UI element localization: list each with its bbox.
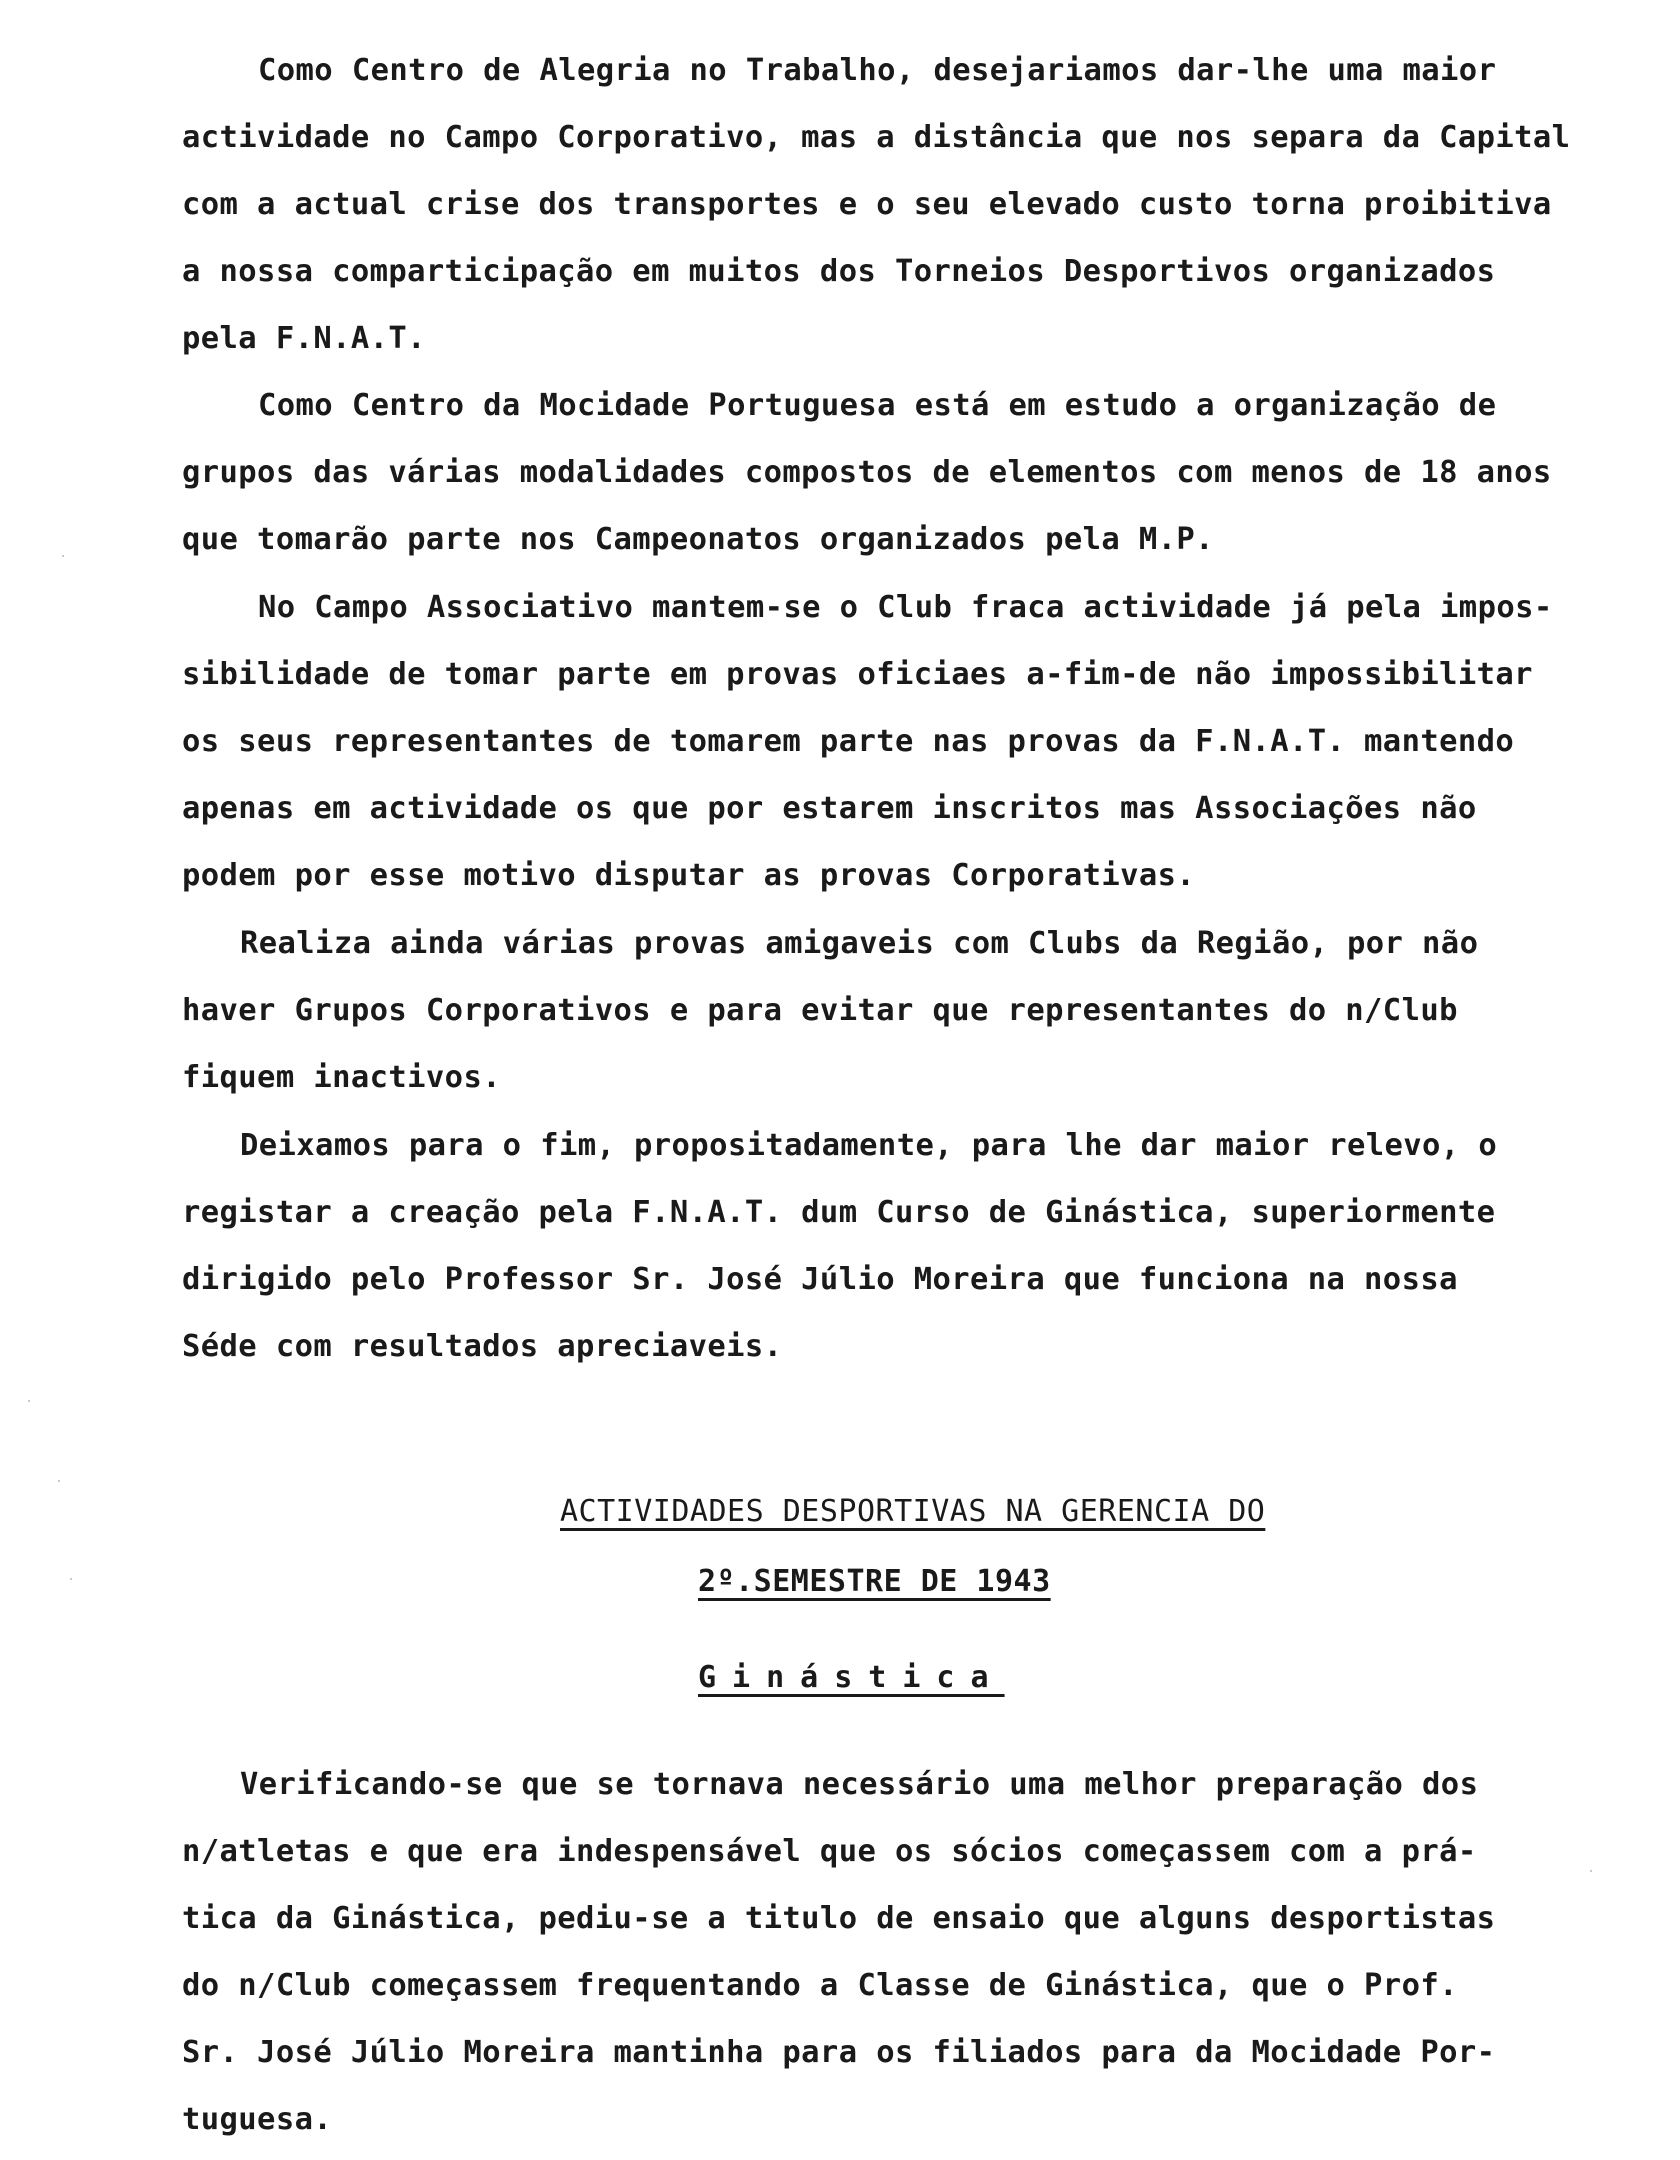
- text-line: a nossa comparticipação em muitos dos Torneios Desportivos organizados: [182, 254, 1496, 289]
- text-line: registar a creação pela F.N.A.T. dum Curso de Ginástica, superiormente: [182, 1195, 1496, 1230]
- text-line: sibilidade de tomar parte em provas oficiaes a-fim-de não impossibilitar: [182, 657, 1533, 692]
- text-line: Séde com resultados apreciaveis.: [182, 1329, 783, 1364]
- text-line: fiquem inactivos.: [182, 1060, 501, 1095]
- scan-speck: [58, 1480, 60, 1482]
- section-heading: ACTIVIDADES DESPORTIVAS NA GERENCIA DO: [560, 1494, 1266, 1529]
- scan-speck: [28, 1400, 30, 1402]
- text-line: dirigido pelo Professor Sr. José Júlio Moreira que funciona na nossa: [182, 1262, 1458, 1297]
- text-line: Realiza ainda várias provas amigaveis com Clubs da Região, por não: [240, 926, 1479, 961]
- text-line: No Campo Associativo mantem-se o Club fraca actividade já pela impos-: [258, 590, 1553, 625]
- text-line: actividade no Campo Corporativo, mas a distância que nos separa da Capital: [182, 120, 1571, 155]
- scan-speck: [62, 555, 64, 557]
- text-line: tuguesa.: [182, 2102, 333, 2137]
- text-line: Como Centro da Mocidade Portuguesa está em estudo a organização de: [258, 388, 1497, 423]
- text-line: Deixamos para o fim, propositadamente, para lhe dar maior relevo, o: [240, 1128, 1498, 1163]
- text-line: do n/Club começassem frequentando a Classe de Ginástica, que o Prof.: [182, 1968, 1458, 2003]
- text-line: Como Centro de Alegria no Trabalho, desejariamos dar-lhe uma maior: [258, 53, 1497, 88]
- text-line: haver Grupos Corporativos e para evitar que representantes do n/Club: [182, 993, 1458, 1028]
- text-line: pela F.N.A.T.: [182, 321, 426, 356]
- text-line: podem por esse motivo disputar as provas Corporativas.: [182, 858, 1196, 893]
- scan-speck: [70, 1578, 72, 1580]
- text-line: Verificando-se que se tornava necessário uma melhor preparação dos: [240, 1767, 1479, 1802]
- text-line: Sr. José Júlio Moreira mantinha para os filiados para da Mocidade Por-: [182, 2035, 1496, 2070]
- section-title-ginastica: Ginástica: [698, 1660, 1005, 1695]
- text-line: apenas em actividade os que por estarem inscritos mas Associações não: [182, 791, 1477, 826]
- text-line: tica da Ginástica, pediu-se a titulo de ensaio que alguns desportistas: [182, 1901, 1496, 1936]
- text-line: que tomarão parte nos Campeonatos organizados pela M.P.: [182, 522, 1214, 557]
- text-line: com a actual crise dos transportes e o seu elevado custo torna proibitiva: [182, 187, 1552, 222]
- section-subheading-semester: 2º.SEMESTRE DE 1943: [698, 1564, 1051, 1599]
- scan-speck: [1590, 1870, 1592, 1872]
- text-line: grupos das várias modalidades compostos de elementos com menos de 18 anos: [182, 455, 1552, 490]
- text-line: os seus representantes de tomarem parte nas provas da F.N.A.T. mantendo: [182, 724, 1515, 759]
- text-line: n/atletas e que era indespensável que os sócios começassem com a prá-: [182, 1834, 1477, 1869]
